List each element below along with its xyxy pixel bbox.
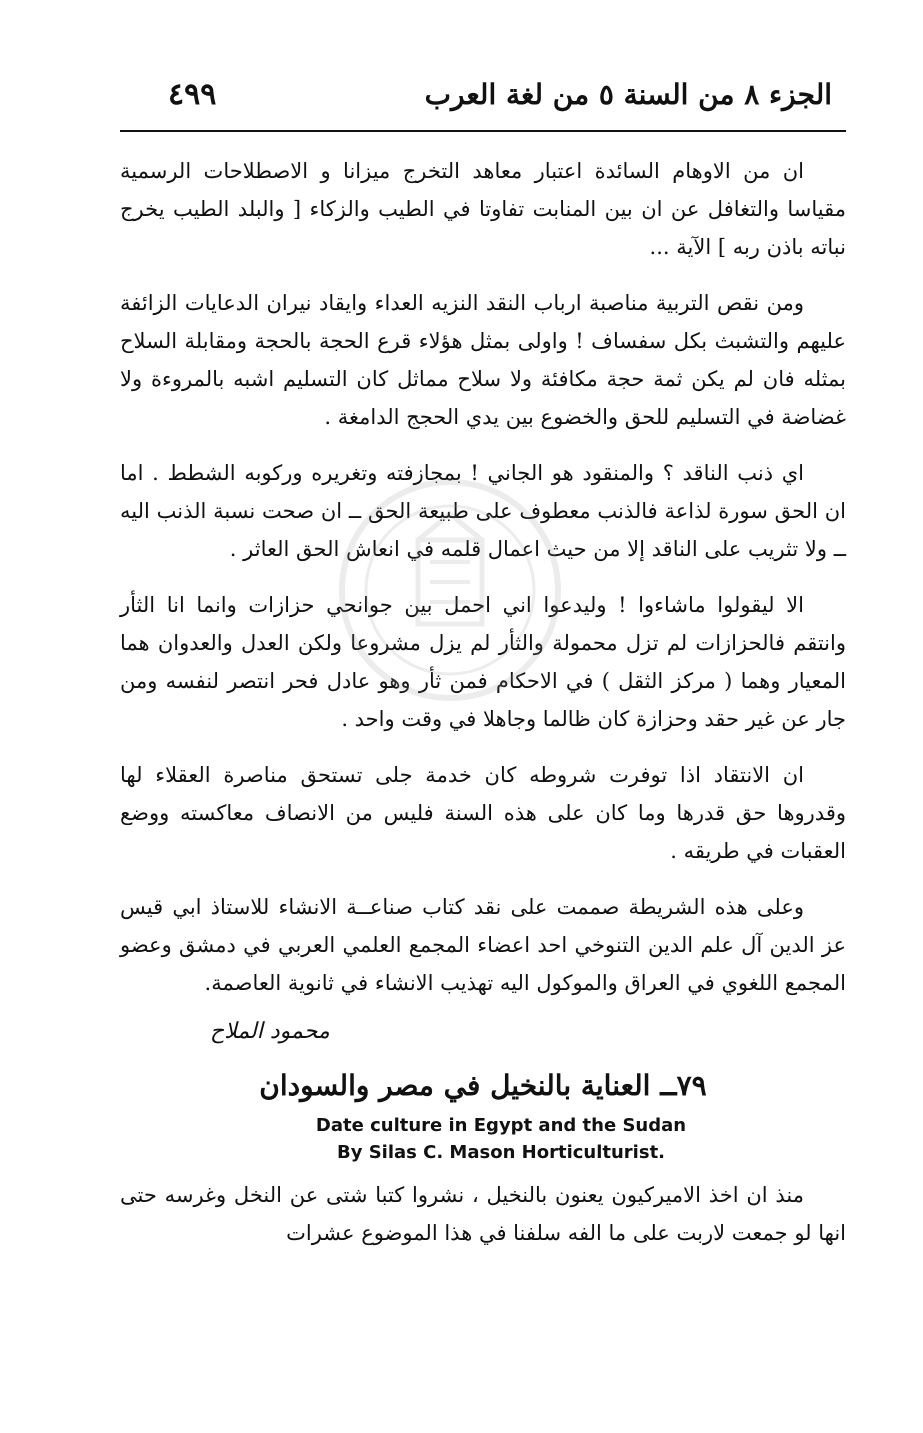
body-paragraph-6: وعلى هذه الشريطة صممت على نقد كتاب صناعــة الانشاء للاستاذ ابي قيس عز الدين آل علم الدين التنوخي احد اعضاء المجمع العلمي العربي في دمشق وعضو المجمع اللغوي في العراق والموكول اليه تهذيب الانشاء في ثانوية العاصمة. xyxy=(120,895,846,995)
english-title: Date culture in Egypt and the Sudan xyxy=(315,1115,687,1136)
page-number: ٤٩٩ xyxy=(168,77,217,112)
body-paragraph-5: ان الانتقاد اذا توفرت شروطه كان خدمة جلى تستحق مناصرة العقلاء لها وقدروها حق قدرها وما كان على هذه السنة فليس من الانصاف معاكسته ووضع العقبات في طريقه . xyxy=(120,763,846,863)
article-body xyxy=(120,152,846,1252)
body-paragraph-3: اي ذنب الناقد ؟ والمنقود هو الجاني ! بمجازفته وتغريره وركوبه الشطط . اما ان الحق سورة لذاعة فالذنب معطوف على طبيعة الحق ــ ان صحت نسبة الذنب اليه ــ ولا تثريب على الناقد إلا من حيث اعمال قلمه في انعاش الحق العاثر . xyxy=(120,461,846,561)
body-paragraph-1: ان من الاوهام السائدة اعتبار معاهد التخرج ميزانا و الاصطلاحات الرسمية مقياسا والتغافل عن ان بين المنابت تفاوتا في الطيب والزكاء [ والبلد الطيب يخرج نباته باذن ربه ] الآية ... xyxy=(120,159,846,259)
section-heading: ٧٩ــ العناية بالنخيل في مصر والسودان xyxy=(259,1069,707,1102)
body-paragraph-4: الا ليقولوا ماشاءوا ! وليدعوا اني احمل بين جوانحي حزازات وانما انا الثأر وانتقم فالحزازات لم تزل محمولة والثأر لم يزل مشروعا ولكن العدل والعدوان هما المعيار وهما ( مركز الثقل ) في الاحكام فمن ثأر وهو عادل فحر انتصر لنفسه ومن جار عن غير حقد وحزازة كان ظالما وجاهلا في وقت واحد . xyxy=(120,593,846,731)
running-header-title: الجزء ٨ من السنة ٥ من لغة العرب xyxy=(424,78,832,111)
running-header xyxy=(120,60,846,132)
body-paragraph-2: ومن نقص التربية مناصبة ارباب النقد النزيه العداء وايقاد نيران الدعايات الزائفة عليهم والتشبث بكل سفساف ! واولى بمثل هؤلاء قرع الحجة بالحجة ومقابلة السلاح بمثله فان لم يكن ثمة حجة مكافئة ولا سلاح مماثل كان التسليم اشبه بالمروءة ولا غضاضة في التسليم للحق والخضوع بين يدي الحجج الدامغة . xyxy=(120,291,846,429)
section-paragraph: منذ ان اخذ الاميركيون يعنون بالنخيل ، نشروا كتبا شتى عن النخل وغرسه حتى انها لو جمعت لاربت على ما الفه سلفنا في هذا الموضوع عشرات xyxy=(120,1183,846,1245)
author-signature: محمود الملاح xyxy=(210,1019,330,1044)
english-citation xyxy=(120,1112,846,1166)
english-author: By Silas C. Mason Horticulturist. xyxy=(336,1142,666,1163)
document-page xyxy=(120,60,846,1270)
